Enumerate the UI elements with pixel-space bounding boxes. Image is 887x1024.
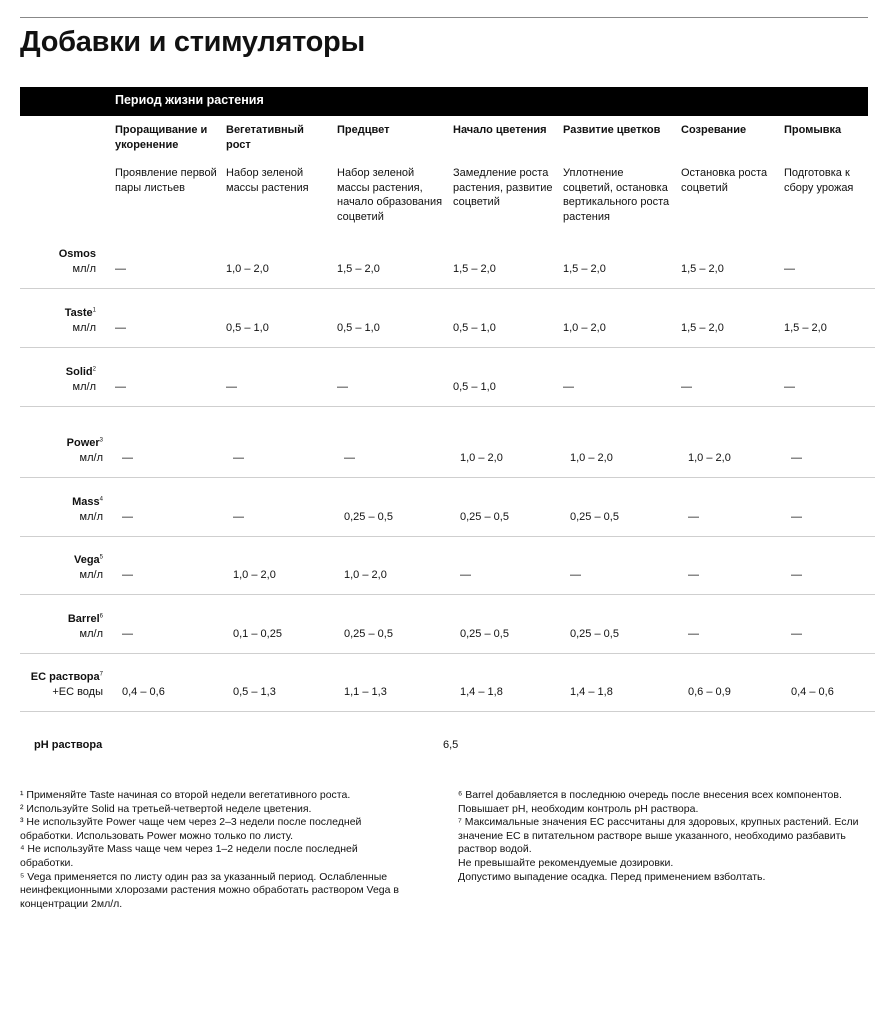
dosage-value: — — [122, 627, 133, 640]
footnote: ² Используйте Solid на третьей-четвертой неделе цветения. — [20, 802, 312, 815]
stage-description: Подготовка к сбору урожая — [784, 167, 854, 194]
dosage-value: 0,5 – 1,0 — [453, 381, 496, 393]
dosage-value: — — [563, 381, 574, 393]
row-name — [59, 248, 96, 260]
row-name-text: Power — [66, 437, 100, 449]
page-title: Добавки и стимуляторы — [20, 26, 365, 58]
stage-description: Набор зеленой массы растения, начало образования соцветий — [337, 167, 443, 223]
footnote: Не превышайте рекомендуемые дозировки. — [458, 856, 674, 869]
dosage-value: 1,1 – 1,3 — [344, 686, 387, 698]
row-divider — [20, 653, 875, 654]
dosage-value: — — [233, 452, 244, 464]
footnote: Допустимо выпадение осадка. Перед применением взболтать. — [458, 870, 766, 883]
row-name-text: Vega — [73, 554, 100, 566]
stage-name: Развитие цветков — [563, 124, 661, 136]
dosage-value: — — [233, 510, 244, 523]
row-unit: мл/л — [79, 627, 103, 640]
stage-description: Уплотнение соцветий, остановка вертикального роста растения — [563, 167, 670, 223]
row-name — [72, 496, 103, 508]
stage-name: Вегетативный рост — [226, 124, 304, 151]
dosage-value: 0,5 – 1,0 — [453, 322, 496, 334]
footnotes-right — [458, 789, 878, 884]
ph-label: pH раствора — [34, 739, 103, 751]
row-name-text: Taste — [64, 307, 93, 319]
row-unit: +EC воды — [52, 686, 103, 698]
dosage-value: — — [115, 381, 126, 393]
top-rule — [20, 17, 868, 18]
dosage-value: — — [784, 381, 795, 393]
row-name — [67, 437, 103, 449]
footnote: ⁷ Максимальные значения EC рассчитаны для здоровых, крупных растений. Если значение EC в питательном растворе выше указанного, необходимо разбавить раствор водой. — [458, 816, 859, 856]
dosage-value: — — [337, 381, 348, 393]
dosage-value: 1,0 – 2,0 — [460, 452, 503, 464]
dosage-value: 0,6 – 0,9 — [688, 686, 731, 698]
dosage-value: 1,0 – 2,0 — [570, 452, 613, 464]
row-name-text: EC раствора — [30, 671, 100, 683]
footnote-marker: 5 — [99, 554, 103, 561]
row-divider — [20, 477, 875, 478]
row-name — [68, 613, 103, 625]
dosage-value: 0,25 – 0,5 — [344, 627, 393, 640]
row-divider — [20, 347, 875, 348]
dosage-value: 1,5 – 2,0 — [337, 263, 380, 275]
dosage-value: — — [681, 381, 692, 393]
footnote-marker: 3 — [99, 437, 103, 444]
stage-name: Промывка — [784, 124, 842, 136]
dosage-value: 1,5 – 2,0 — [681, 263, 724, 275]
dosage-value: — — [791, 452, 802, 464]
dosage-value: 0,5 – 1,0 — [337, 322, 380, 334]
row-name — [65, 307, 96, 319]
footnote-marker: 1 — [92, 307, 96, 314]
dosage-value: 1,5 – 2,0 — [681, 322, 724, 334]
dosage-value: — — [791, 510, 802, 523]
stage-name: Предцвет — [337, 124, 390, 136]
dosage-value: — — [122, 452, 133, 464]
dosage-value: 1,5 – 2,0 — [453, 263, 496, 275]
dosage-value: — — [688, 510, 699, 523]
stage-description: Проявление первой пары листьев — [115, 167, 217, 194]
footnote: ¹ Применяйте Taste начиная со второй недели вегетативного роста. — [20, 789, 351, 801]
row-unit: мл/л — [72, 263, 96, 275]
row-name-text: Solid — [65, 366, 93, 378]
dosage-value: 0,1 – 0,25 — [233, 627, 282, 640]
row-name-text: Barrel — [67, 612, 100, 625]
ph-value: 6,5 — [443, 739, 459, 751]
dosage-value: 1,0 – 2,0 — [233, 569, 276, 581]
row-unit: мл/л — [79, 569, 103, 581]
dosage-value: — — [784, 263, 795, 275]
row-name-text: Mass — [72, 495, 100, 508]
footnote: ⁵ Vega применяется по листу один раз за указанный период. Ослабленные неинфекционными хлорозами растения можно обработать раствором Vega в концентрации 2мл/л. — [20, 870, 399, 910]
dosage-value: 1,0 – 2,0 — [563, 322, 606, 334]
dosage-value: — — [344, 452, 355, 464]
dosage-value: 0,25 – 0,5 — [460, 627, 509, 640]
dosage-value: — — [122, 510, 133, 523]
dosage-value: — — [115, 322, 126, 334]
dosage-value: 0,25 – 0,5 — [570, 510, 619, 523]
row-divider — [20, 711, 875, 712]
dosage-value: 1,4 – 1,8 — [570, 686, 613, 698]
dosage-value: 1,0 – 2,0 — [226, 263, 269, 275]
dosage-value: — — [570, 569, 581, 581]
stage-name: Проращивание и укоренение — [115, 124, 208, 151]
dosage-value: 0,25 – 0,5 — [460, 510, 509, 523]
dosage-value: — — [688, 627, 699, 640]
dosage-value: 1,5 – 2,0 — [563, 263, 606, 275]
dosage-value: — — [460, 569, 471, 581]
dosage-value: 1,4 – 1,8 — [460, 686, 503, 698]
dosage-value: — — [115, 263, 126, 275]
dosage-value: 0,25 – 0,5 — [570, 627, 619, 640]
row-unit: мл/л — [72, 322, 96, 334]
stage-description: Замедление роста растения, развитие соцветий — [453, 167, 553, 208]
row-name — [66, 366, 96, 378]
row-divider — [20, 594, 875, 595]
period-header-band — [20, 87, 868, 116]
dosage-value: — — [122, 569, 133, 581]
row-divider — [20, 288, 875, 289]
dosage-value: — — [688, 569, 699, 581]
footnote: ⁶ Barrel добавляется в последнюю очередь после внесения всех компонентов. Повышает pH, необходим контроль pH раствора. — [458, 789, 842, 815]
stage-name: Созревание — [681, 124, 747, 136]
dosage-value: — — [791, 569, 802, 581]
row-unit: мл/л — [79, 510, 103, 523]
row-unit: мл/л — [72, 381, 96, 393]
dosage-value: 0,5 – 1,0 — [226, 322, 269, 334]
footnotes-left — [20, 789, 440, 911]
dosage-value: 0,5 – 1,3 — [233, 686, 276, 698]
footnote: ⁴ Не используйте Mass чаще чем через 1–2 недели после последней обработки. — [20, 843, 358, 869]
dosage-value: 0,25 – 0,5 — [344, 510, 393, 523]
row-divider — [20, 536, 875, 537]
dosage-value: 0,4 – 0,6 — [122, 686, 165, 698]
row-name — [74, 554, 103, 566]
stage-name: Начало цветения — [453, 124, 547, 136]
row-divider — [20, 406, 875, 407]
dosage-value: 0,4 – 0,6 — [791, 686, 834, 698]
footnote-marker: 6 — [99, 612, 103, 619]
dosage-value: 1,0 – 2,0 — [688, 452, 731, 464]
row-name — [31, 671, 103, 683]
stage-description: Остановка роста соцветий — [681, 167, 768, 194]
period-label: Период жизни растения — [115, 93, 264, 107]
footnote-marker: 2 — [92, 366, 96, 373]
row-unit: мл/л — [79, 452, 103, 464]
dosage-value: 1,5 – 2,0 — [784, 322, 827, 334]
footnote: ³ Не используйте Power чаще чем через 2–3 недели после последней обработки. Использовать Power можно только по листу. — [20, 816, 362, 842]
dosage-value: — — [791, 627, 802, 640]
footnote-marker: 4 — [99, 495, 103, 502]
dosage-value: 1,0 – 2,0 — [344, 569, 387, 581]
dosage-value: — — [226, 381, 237, 393]
row-name-text: Osmos — [58, 248, 96, 260]
footnote-marker: 7 — [99, 671, 103, 678]
stage-description: Набор зеленой массы растения — [226, 167, 309, 194]
